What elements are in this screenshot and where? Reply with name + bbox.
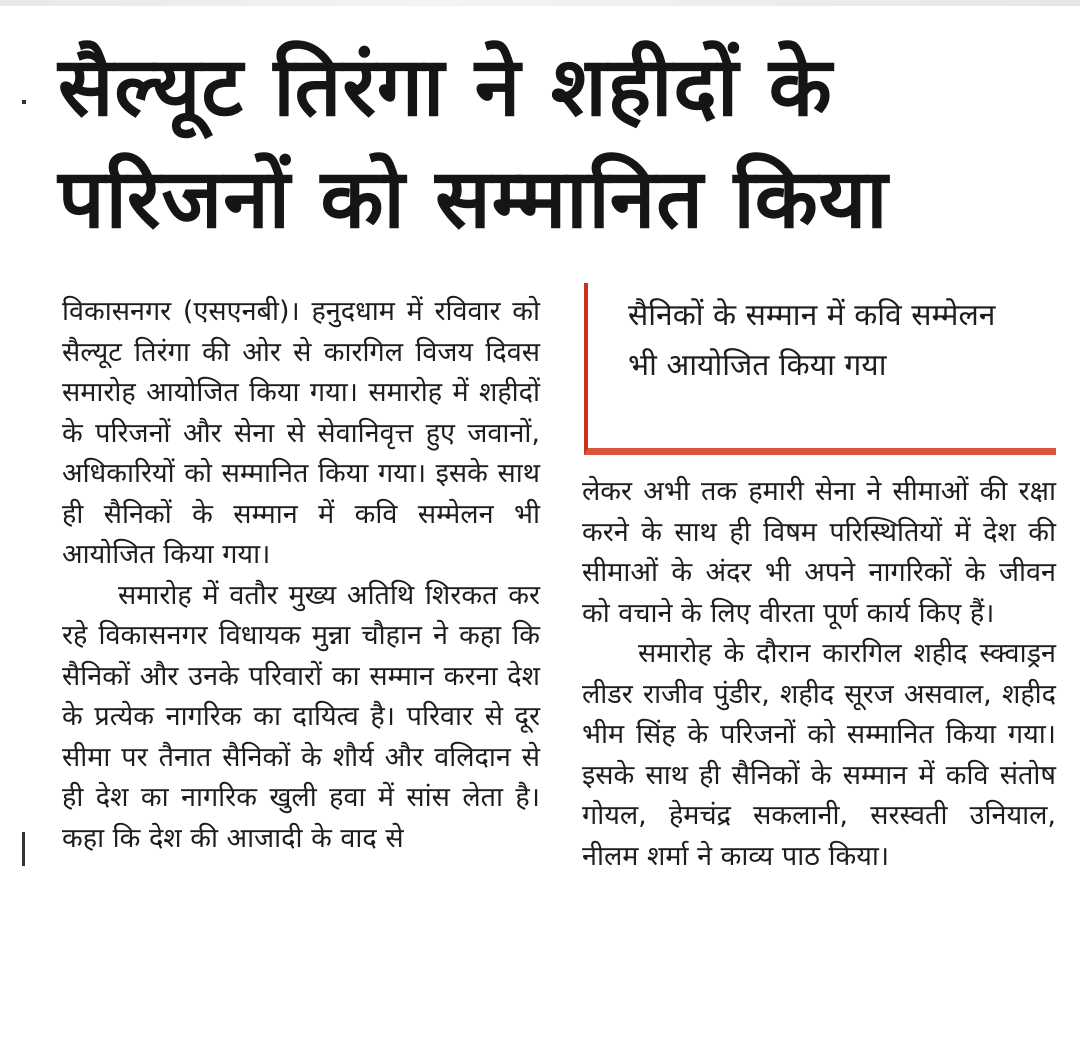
scan-top-edge: [0, 0, 1080, 6]
scan-edge-mark: [22, 100, 26, 104]
scan-edge-mark: [22, 832, 25, 866]
right-paragraph-2: समारोह के दौरान कारगिल शहीद स्क्वाड्रन लीडर राजीव पुंडीर, शहीद सूरज असवाल, शहीद भीम सिंह के परिजनों को सम्मानित किया गया। इसके साथ ही सैनिकों के सम्मान में कवि संतोष गोयल, हेमचंद्र सकलानी, सरस्वती उनियाल, नीलम शर्मा ने काव्य पाठ किया।: [582, 638, 1056, 872]
left-paragraph-1: विकासनगर (एसएनबी)। हनुदधाम में रविवार को सैल्यूट तिरंगा की ओर से कारगिल विजय दिवस समारोह आयोजित किया गया। समारोह में शहीदों के परिजनों और सेना से सेवानिवृत्त हुए जवानों, अधिकारियों को सम्मानित किया गया। इसके साथ ही सैनिकों के सम्मान में कवि सम्मेलन भी आयोजित किया गया।: [62, 296, 540, 570]
headline-line-1: सैल्यूट तिरंगा ने शहीदों के: [58, 40, 833, 135]
article-headline: [58, 32, 1058, 256]
pullquote-box: [584, 283, 1056, 455]
pullquote-text: सैनिकों के सम्मान में कवि सम्मेलन भी आयोजित किया गया: [628, 298, 996, 383]
left-paragraph-2: समारोह में वतौर मुख्य अतिथि शिरकत कर रहे विकासनगर विधायक मुन्ना चौहान ने कहा कि सैनिकों और उनके परिवारों का सम्मान करना देश के प्रत्येक नागरिक का दायित्व है। परिवार से दूर सीमा पर तैनात सैनिकों के शौर्य और वलिदान से ही देश का नागरिक खुली हवा में सांस लेता है। कहा कि देश की आजादी के वाद से: [62, 579, 540, 854]
article-right-column: [582, 472, 1056, 877]
right-paragraph-1: लेकर अभी तक हमारी सेना ने सीमाओं की रक्षा करने के साथ ही विषम परिस्थितियों में देश की सीमाओं के अंदर भी अपने नागरिकों के जीवन को वचाने के लिए वीरता पूर्ण कार्य किए हैं।: [582, 476, 1056, 629]
headline-line-2: परिजनों को सम्मानित किया: [58, 152, 889, 247]
article-left-column: [62, 292, 540, 859]
